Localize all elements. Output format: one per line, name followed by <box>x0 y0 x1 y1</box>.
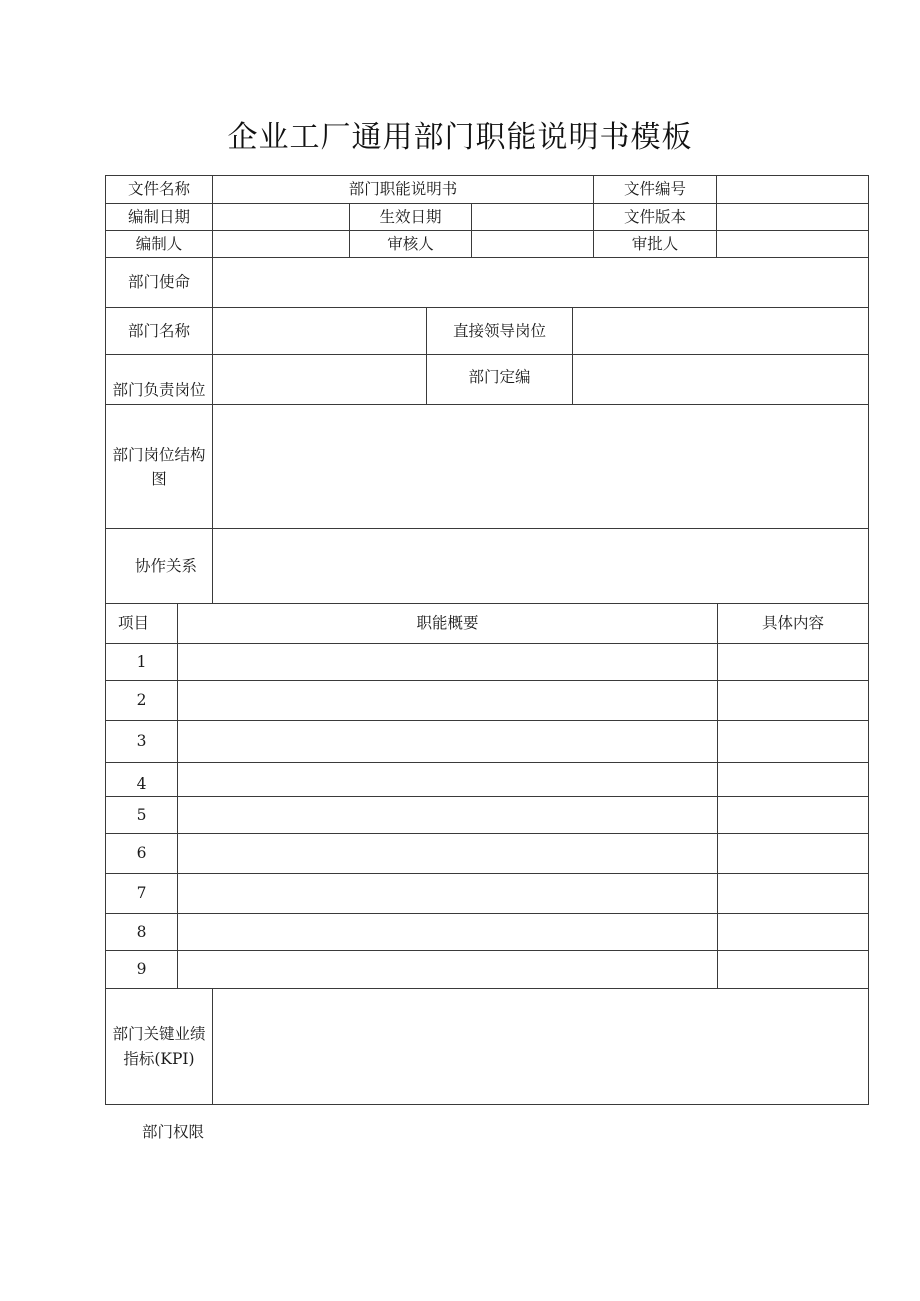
preparer-label: 编制人 <box>105 230 213 258</box>
prepared-date-field[interactable] <box>212 203 350 231</box>
table-row-index: 1 <box>105 643 178 681</box>
table-row-index: 3 <box>105 720 178 763</box>
function-summary-field[interactable] <box>177 720 718 763</box>
page-title: 企业工厂通用部门职能说明书模板 <box>227 120 693 155</box>
table-row-index: 5 <box>105 796 178 834</box>
table-row-index: 8 <box>105 913 178 951</box>
function-summary-field[interactable] <box>177 643 718 681</box>
function-detail-field[interactable] <box>717 950 869 989</box>
kpi-field[interactable] <box>212 988 869 1105</box>
headcount-field[interactable] <box>572 354 869 405</box>
cooperation-field[interactable] <box>212 528 869 604</box>
headcount-label: 部门定编 <box>426 354 573 405</box>
file-version-label: 文件版本 <box>593 203 717 231</box>
table-row-index: 4 <box>105 762 178 797</box>
file-number-field[interactable] <box>716 175 869 204</box>
dept-name-label: 部门名称 <box>105 307 213 355</box>
table-row-index: 6 <box>105 833 178 874</box>
responsible-post-label: 部门负责岗位 <box>105 354 213 405</box>
table-row-index: 2 <box>105 680 178 721</box>
function-summary-field[interactable] <box>177 762 718 797</box>
file-name-label: 文件名称 <box>105 175 213 204</box>
function-detail-field[interactable] <box>717 643 869 681</box>
kpi-label <box>105 988 213 1105</box>
function-detail-field[interactable] <box>717 913 869 951</box>
function-detail-field[interactable] <box>717 680 869 721</box>
structure-chart-label-line1: 部门岗位结构 <box>112 446 206 464</box>
prepared-date-label: 编制日期 <box>105 203 213 231</box>
responsible-post-field[interactable] <box>212 354 427 405</box>
mission-label: 部门使命 <box>105 257 213 308</box>
cooperation-label: 协作关系 <box>105 528 213 604</box>
functions-col-item: 项目 <box>105 603 178 644</box>
function-summary-field[interactable] <box>177 873 718 914</box>
preparer-field[interactable] <box>212 230 350 258</box>
function-summary-field[interactable] <box>177 950 718 989</box>
file-name-value[interactable]: 部门职能说明书 <box>212 175 594 204</box>
function-detail-field[interactable] <box>717 720 869 763</box>
function-detail-field[interactable] <box>717 762 869 797</box>
dept-name-field[interactable] <box>212 307 427 355</box>
approver-label: 审批人 <box>593 230 717 258</box>
structure-chart-label-line2: 图 <box>151 470 167 489</box>
effective-date-field[interactable] <box>471 203 594 231</box>
table-row-index: 7 <box>105 873 178 914</box>
effective-date-label: 生效日期 <box>349 203 472 231</box>
function-detail-field[interactable] <box>717 833 869 874</box>
reviewer-label: 审核人 <box>349 230 472 258</box>
authority-label: 部门权限 <box>142 1123 205 1141</box>
kpi-label-line2: 指标(KPI) <box>123 1049 195 1068</box>
function-detail-field[interactable] <box>717 796 869 834</box>
direct-leader-field[interactable] <box>572 307 869 355</box>
table-row-index: 9 <box>105 950 178 989</box>
function-summary-field[interactable] <box>177 913 718 951</box>
file-number-label: 文件编号 <box>593 175 717 204</box>
kpi-label-line1: 部门关键业绩 <box>112 1025 206 1044</box>
approver-field[interactable] <box>716 230 869 258</box>
reviewer-field[interactable] <box>471 230 594 258</box>
mission-field[interactable] <box>212 257 869 308</box>
function-summary-field[interactable] <box>177 833 718 874</box>
file-version-field[interactable] <box>716 203 869 231</box>
function-summary-field[interactable] <box>177 796 718 834</box>
function-summary-field[interactable] <box>177 680 718 721</box>
function-detail-field[interactable] <box>717 873 869 914</box>
structure-chart-field[interactable] <box>212 404 869 529</box>
structure-chart-label <box>105 404 213 529</box>
functions-col-summary: 职能概要 <box>177 603 718 644</box>
direct-leader-label: 直接领导岗位 <box>426 307 573 355</box>
functions-col-detail: 具体内容 <box>717 603 869 644</box>
